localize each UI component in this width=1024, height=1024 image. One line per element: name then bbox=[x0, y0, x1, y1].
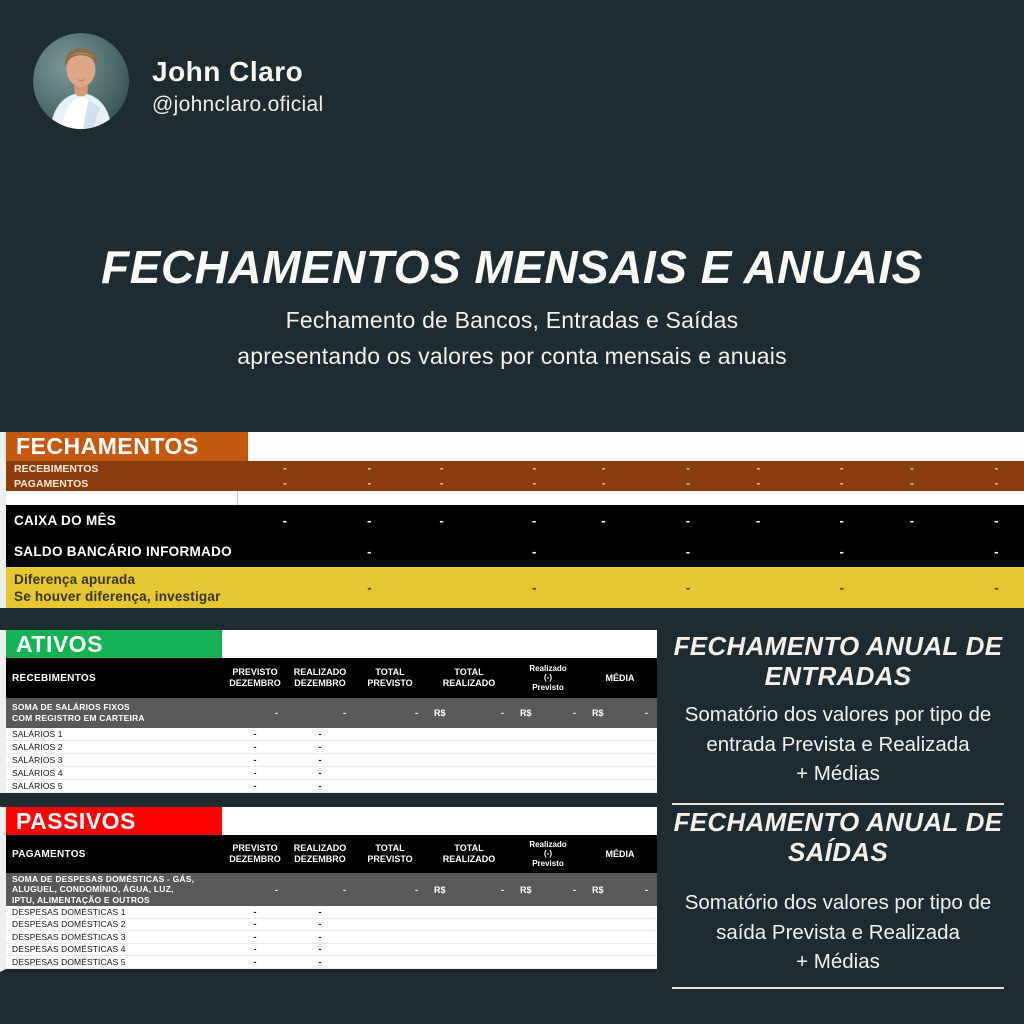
cell-value: - bbox=[755, 512, 761, 528]
cell: - bbox=[253, 931, 257, 942]
cell-value: - bbox=[367, 461, 372, 474]
cell: - bbox=[253, 781, 257, 791]
row-values bbox=[6, 505, 1024, 536]
cell: - bbox=[253, 742, 257, 752]
cell-value: - bbox=[439, 512, 445, 528]
summary-row bbox=[6, 873, 657, 906]
cell: - bbox=[318, 931, 322, 942]
summary-cell: - bbox=[343, 884, 346, 895]
cell-value: - bbox=[756, 476, 761, 489]
passivos-banner: PASSIVOS bbox=[6, 807, 222, 835]
divider-line bbox=[672, 987, 1004, 989]
cell: - bbox=[253, 755, 257, 765]
cell-value: - bbox=[839, 543, 845, 559]
column-header: TOTAL REALIZADO bbox=[442, 843, 496, 864]
cell-value: - bbox=[839, 512, 845, 528]
column-header: MÉDIA bbox=[605, 848, 635, 859]
row-values bbox=[6, 461, 1024, 476]
table-row bbox=[6, 906, 657, 919]
column-header: Realizado (-) Previsto bbox=[529, 663, 567, 692]
table-row-recebimentos bbox=[6, 461, 1024, 476]
row-label: RECEBIMENTOS bbox=[14, 462, 99, 475]
cell-value: - bbox=[910, 461, 914, 474]
cell-value: - bbox=[283, 476, 287, 489]
profile-handle: @johnclaro.oficial bbox=[152, 93, 324, 116]
cell-value: - bbox=[367, 579, 372, 595]
cell-value: - bbox=[909, 512, 915, 528]
divider-line bbox=[672, 803, 1004, 805]
panel-body-line: Somatório dos valores por tipo de bbox=[684, 890, 992, 914]
cell-value: - bbox=[994, 579, 999, 595]
column-header: REALIZADO DEZEMBRO bbox=[293, 667, 347, 688]
cell-value: - bbox=[686, 476, 690, 489]
row-sublabel: Se houver diferença, investigar bbox=[14, 588, 221, 604]
passivos-banner-spacer bbox=[222, 807, 657, 835]
cell: - bbox=[318, 906, 322, 917]
row-label: SALÁRIOS 3 bbox=[12, 755, 63, 765]
panel-body bbox=[662, 700, 1014, 789]
subtitle-line-2: apresentando os valores por conta mensais e anuais bbox=[237, 343, 787, 369]
table-row bbox=[6, 780, 657, 793]
summary-cell: - bbox=[343, 708, 346, 718]
panel-body-line: Somatório dos valores por tipo de bbox=[684, 702, 992, 726]
row-label: DESPESAS DOMÉSTICAS 5 bbox=[12, 956, 126, 967]
ativos-banner-spacer bbox=[222, 630, 657, 658]
table-row bbox=[6, 754, 657, 767]
row-label: SALDO BANCÁRIO INFORMADO bbox=[14, 544, 232, 559]
summary-cell: R$ - bbox=[520, 708, 576, 718]
cell: - bbox=[253, 944, 257, 955]
row-label: SALÁRIOS 1 bbox=[12, 729, 63, 739]
panel-title-line: SAÍDAS bbox=[787, 836, 889, 867]
cell-value: - bbox=[532, 461, 537, 474]
summary-cell: R$ - bbox=[592, 708, 648, 718]
panel-body-line: + Médias bbox=[796, 762, 880, 786]
page-title: FECHAMENTOS MENSAIS E ANUAIS bbox=[101, 241, 923, 293]
ativos-banner-row bbox=[6, 630, 657, 658]
cell: - bbox=[253, 906, 257, 917]
passivos-banner-row bbox=[6, 807, 657, 835]
summary-cell: - bbox=[415, 708, 418, 718]
cell-value: - bbox=[282, 512, 288, 528]
cell-value: - bbox=[839, 476, 844, 489]
cell: - bbox=[318, 919, 322, 930]
cell-value: - bbox=[994, 461, 999, 474]
column-header: REALIZADO DEZEMBRO bbox=[293, 843, 347, 864]
table-row bbox=[6, 741, 657, 754]
summary-label: SOMA DE DESPESAS DOMÉSTICAS - GÁS, ALUGUEL, CONDOMÍNIO, ÁGUA, LUZ, IPTU, ALIMENTAÇÃO E OUTROS bbox=[12, 873, 195, 905]
summary-cell: R$ - bbox=[520, 884, 576, 895]
cell: - bbox=[318, 956, 322, 967]
panel-title-line: FECHAMENTO ANUAL DE bbox=[673, 807, 1003, 837]
panel-body bbox=[662, 888, 1014, 977]
cell-value: - bbox=[994, 512, 999, 528]
row-label: DESPESAS DOMÉSTICAS 1 bbox=[12, 906, 126, 917]
subtitle-line-1: Fechamento de Bancos, Entradas e Saídas bbox=[285, 307, 739, 333]
cell-value: - bbox=[532, 543, 537, 559]
annual-entradas-panel bbox=[662, 632, 1014, 805]
fechamentos-banner: FECHAMENTOS bbox=[6, 432, 247, 461]
cell-value: - bbox=[283, 461, 287, 474]
cell-value: - bbox=[601, 461, 606, 474]
cell-value: - bbox=[367, 512, 372, 528]
profile-name: John Claro bbox=[152, 56, 304, 87]
cell: - bbox=[253, 768, 257, 778]
cell-value: - bbox=[601, 512, 606, 528]
value-column-headers bbox=[224, 835, 656, 873]
cell-value: - bbox=[601, 476, 606, 489]
table-row bbox=[6, 931, 657, 944]
fechamentos-header-row bbox=[6, 432, 1024, 461]
panel-body-line: saída Prevista e Realizada bbox=[716, 920, 960, 944]
cell-value: - bbox=[685, 543, 691, 559]
cell: - bbox=[318, 755, 322, 765]
row-label: DESPESAS DOMÉSTICAS 4 bbox=[12, 944, 126, 955]
panel-title bbox=[662, 632, 1014, 692]
detail-rows bbox=[6, 728, 657, 793]
row-values bbox=[6, 476, 1024, 491]
table-row-pagamentos bbox=[6, 476, 1024, 491]
cell-value: - bbox=[994, 543, 999, 559]
panel-title bbox=[662, 808, 1014, 868]
cell-value: - bbox=[839, 461, 844, 474]
separator-row bbox=[6, 491, 1024, 505]
cell-value: - bbox=[994, 476, 999, 489]
summary-cell: R$ - bbox=[434, 708, 504, 718]
panel-title-line: FECHAMENTO ANUAL DE bbox=[673, 631, 1003, 661]
row-label: DESPESAS DOMÉSTICAS 2 bbox=[12, 919, 126, 930]
passivos-column-headers bbox=[6, 835, 657, 873]
cell-value: - bbox=[532, 579, 537, 595]
ativos-banner: ATIVOS bbox=[6, 630, 222, 658]
table-row-caixa-do-mes bbox=[6, 505, 1024, 536]
detail-rows bbox=[6, 906, 657, 969]
cell-value: - bbox=[756, 461, 761, 474]
cell: - bbox=[253, 919, 257, 930]
summary-cell: - bbox=[415, 884, 418, 895]
cell-value: - bbox=[439, 476, 444, 489]
panel-body-line: entrada Prevista e Realizada bbox=[706, 732, 970, 756]
cell-value: - bbox=[367, 543, 372, 559]
cell-value: - bbox=[685, 579, 691, 595]
ativos-sheet bbox=[0, 630, 657, 793]
table-row bbox=[6, 767, 657, 780]
table-row-saldo-bancario bbox=[6, 536, 1024, 567]
fechamentos-sheet bbox=[0, 432, 1024, 608]
avatar bbox=[33, 33, 129, 129]
cell: - bbox=[318, 768, 322, 778]
first-column-header: RECEBIMENTOS bbox=[12, 672, 96, 684]
column-header: TOTAL PREVISTO bbox=[367, 843, 413, 864]
cell-value: - bbox=[839, 579, 844, 595]
avatar-photo-icon bbox=[33, 33, 129, 129]
cell: - bbox=[318, 742, 322, 752]
passivos-sheet bbox=[0, 807, 657, 972]
panel-title-line: ENTRADAS bbox=[764, 660, 912, 691]
summary-cell: - bbox=[275, 884, 278, 895]
column-header: Realizado (-) Previsto bbox=[529, 839, 567, 868]
row-label: SALÁRIOS 5 bbox=[12, 781, 63, 791]
cell: - bbox=[318, 781, 322, 791]
summary-cell: R$ - bbox=[434, 884, 504, 895]
column-header: PREVISTO DEZEMBRO bbox=[229, 843, 281, 864]
cell-value: - bbox=[532, 476, 537, 489]
table-row bbox=[6, 728, 657, 741]
panel-body-line: + Médias bbox=[796, 950, 880, 974]
cell: - bbox=[318, 729, 322, 739]
cell: - bbox=[253, 729, 257, 739]
column-header: TOTAL PREVISTO bbox=[367, 667, 413, 688]
table-row-diferenca bbox=[6, 567, 1024, 608]
cell-value: - bbox=[532, 512, 537, 528]
summary-cell: - bbox=[275, 708, 278, 718]
value-column-headers bbox=[224, 658, 656, 698]
cell-value: - bbox=[685, 512, 691, 528]
row-label: CAIXA DO MÊS bbox=[14, 513, 117, 528]
row-label: SALÁRIOS 4 bbox=[12, 768, 63, 778]
annual-saidas-panel bbox=[662, 808, 1014, 989]
column-header: TOTAL REALIZADO bbox=[442, 667, 496, 688]
cell-value: - bbox=[439, 461, 444, 474]
table-row bbox=[6, 956, 657, 969]
cell-value: - bbox=[686, 461, 690, 474]
column-header: PREVISTO DEZEMBRO bbox=[229, 667, 281, 688]
fechamentos-banner-spacer bbox=[247, 432, 1024, 461]
row-label: SALÁRIOS 2 bbox=[12, 742, 63, 752]
cell: - bbox=[253, 956, 257, 967]
ativos-column-headers bbox=[6, 658, 657, 698]
row-label: DESPESAS DOMÉSTICAS 3 bbox=[12, 931, 126, 942]
cell-value: - bbox=[910, 476, 914, 489]
column-header: MÉDIA bbox=[605, 672, 635, 683]
summary-cell: R$ - bbox=[592, 884, 648, 895]
table-row bbox=[6, 919, 657, 932]
summary-row bbox=[6, 698, 657, 728]
summary-label: SOMA DE SALÁRIOS FIXOS COM REGISTRO EM CARTEIRA bbox=[12, 702, 145, 723]
first-column-header: PAGAMENTOS bbox=[12, 848, 86, 860]
row-label: Diferença apurada bbox=[14, 572, 136, 587]
cell-value: - bbox=[367, 476, 372, 489]
row-label: PAGAMENTOS bbox=[14, 477, 89, 490]
table-row bbox=[6, 944, 657, 957]
cell: - bbox=[318, 944, 322, 955]
